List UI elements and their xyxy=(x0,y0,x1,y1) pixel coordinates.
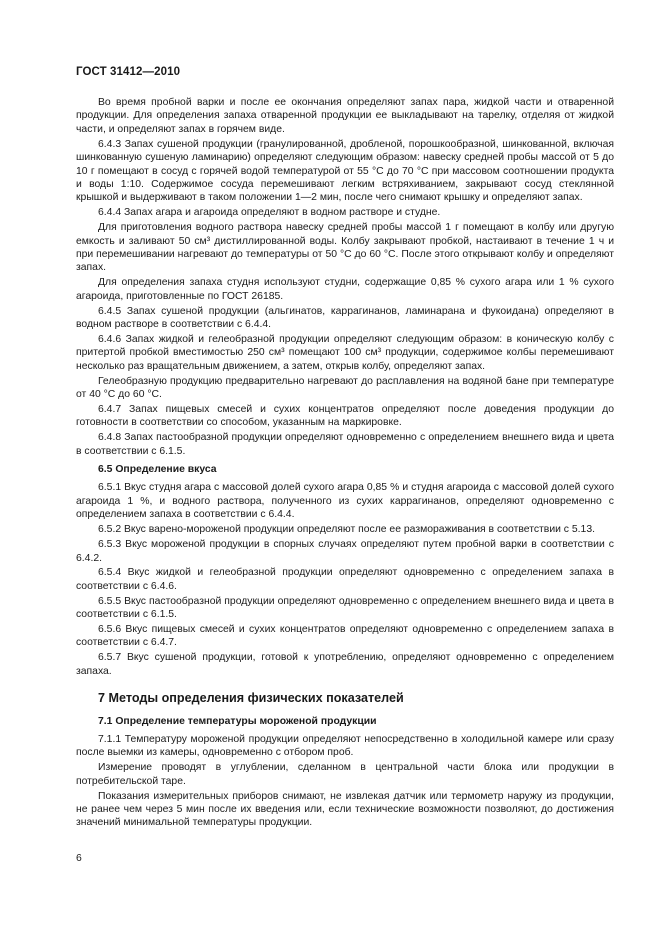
page-number: 6 xyxy=(76,853,82,864)
paragraph: 6.5.6 Вкус пищевых смесей и сухих концентратов определяют одновременно с определением запаха в соответствии с 6.4.7. xyxy=(76,624,614,649)
page-body xyxy=(76,96,614,831)
section-heading: 7 Методы определения физических показателей xyxy=(98,691,404,706)
paragraph: 6.5.1 Вкус студня агара с массовой долей сухого агара 0,85 % и студня агароида с массовой долей сухого агароида 1 %, и водного раствора, полученного из сухих каррагинанов, определяют одновременно с определением запаха в соответствии с 6.4.4. xyxy=(76,482,614,521)
paragraph: 6.4.8 Запах пастообразной продукции определяют одновременно с определением внешнего вида и цвета в соответствии с 6.1.5. xyxy=(76,432,614,457)
paragraph: Для определения запаха студня используют студни, содержащие 0,85 % сухого агара или 1 % сухого агароида, приготовленные по ГОСТ 26185. xyxy=(76,277,614,302)
standard-code-header: ГОСТ 31412—2010 xyxy=(76,66,181,78)
paragraph: Для приготовления водного раствора навеску средней пробы массой 1 г помещают в колбу или другую емкость и заливают 50 см³ дистиллированной воды. Колбу закрывают пробкой, настаивают в течение 1 ч и при перемешивании нагревают до температуры от 50 °С до 60 °С. После этого открывают колбу и определяют запах. xyxy=(76,222,614,274)
subsection-heading: 6.5 Определение вкуса xyxy=(98,464,217,476)
paragraph: 6.5.5 Вкус пастообразной продукции определяют одновременно с определением внешнего вида и цвета в соответствии с 6.1.5. xyxy=(76,595,614,621)
paragraph: 7.1.1 Температуру мороженой продукции определяют непосредственно в холодильной камере или сразу после выемки из камеры, одновременно с отбором проб. xyxy=(76,733,614,759)
paragraph: Измерение проводят в углублении, сделанном в центральной части блока или продукции в потребительской таре. xyxy=(76,762,614,787)
paragraph: 6.5.3 Вкус мороженой продукции в спорных случаях определяют путем пробной варки в соответствии с 6.4.2. xyxy=(76,539,614,564)
paragraph: 6.4.4 Запах агара и агароида определяют в водном растворе и студне. xyxy=(98,207,441,219)
paragraph: 6.5.7 Вкус сушеной продукции, готовой к употреблению, определяют одновременно с определением запаха. xyxy=(76,652,614,677)
paragraph: Гелеобразную продукцию предварительно нагревают до расплавления на водяной бане при температуре от 40 °С до 60 °С. xyxy=(76,375,614,401)
paragraph: 6.5.2 Вкус варено-мороженой продукции определяют после ее размораживания в соответствии с 5.13. xyxy=(98,524,596,536)
paragraph: 6.4.6 Запах жидкой и гелеобразной продукции определяют следующим образом: в коническую колбу с притертой пробкой вместимостью 250 см³ помещают 100 см³ продукции, содержимое колбы перемешивают несколько раз вращательным движением, а затем, открыв колбу, определяют запах. xyxy=(76,333,614,372)
subsection-heading: 7.1 Определение температуры мороженой продукции xyxy=(98,715,377,727)
paragraph: 6.4.3 Запах сушеной продукции (гранулированной, дробленой, порошкообразной, шинкованной, включая шинкованную сушеную ламинарию) определяют следующим образом: навеску средней пробы массой от 5 до 10 г помещают в сосуд с горячей водой температурой от 55 °С до 70 °С при массовом соотношении продукта и воды 1:10. Содержимое сосуда перемешивают легким встряхиванием, закрывают сосуд стеклянной крышкой и выдерживают в таком положении 1—2 мин, после чего снимают крышку и определяют запах. xyxy=(76,138,614,204)
paragraph: 6.4.7 Запах пищевых смесей и сухих концентратов определяют после доведения продукции до готовности в соответствии со способом, указанным на маркировке. xyxy=(76,403,614,429)
paragraph: Во время пробной варки и после ее окончания определяют запах пара, жидкой части и отваренной продукции. Для определения запаха отваренной продукции ее выкладывают на тарелку, отделяя от жидкой части, и определяют запах в горячем виде. xyxy=(76,97,614,135)
paragraph: Показания измерительных приборов снимают, не извлекая датчик или термометр наружу из продукции, не ранее чем через 5 мин после их введения или, если технические возможности позволяют, до достижения значений минимальной температуры продукции. xyxy=(76,790,614,829)
paragraph: 6.4.5 Запах сушеной продукции (альгинатов, каррагинанов, ламинарана и фукоидана) определяют в водном растворе в соответствии с 6.4.4. xyxy=(76,305,614,330)
paragraph: 6.5.4 Вкус жидкой и гелеобразной продукции определяют одновременно с определением запаха в соответствии с 6.4.6. xyxy=(76,567,614,592)
